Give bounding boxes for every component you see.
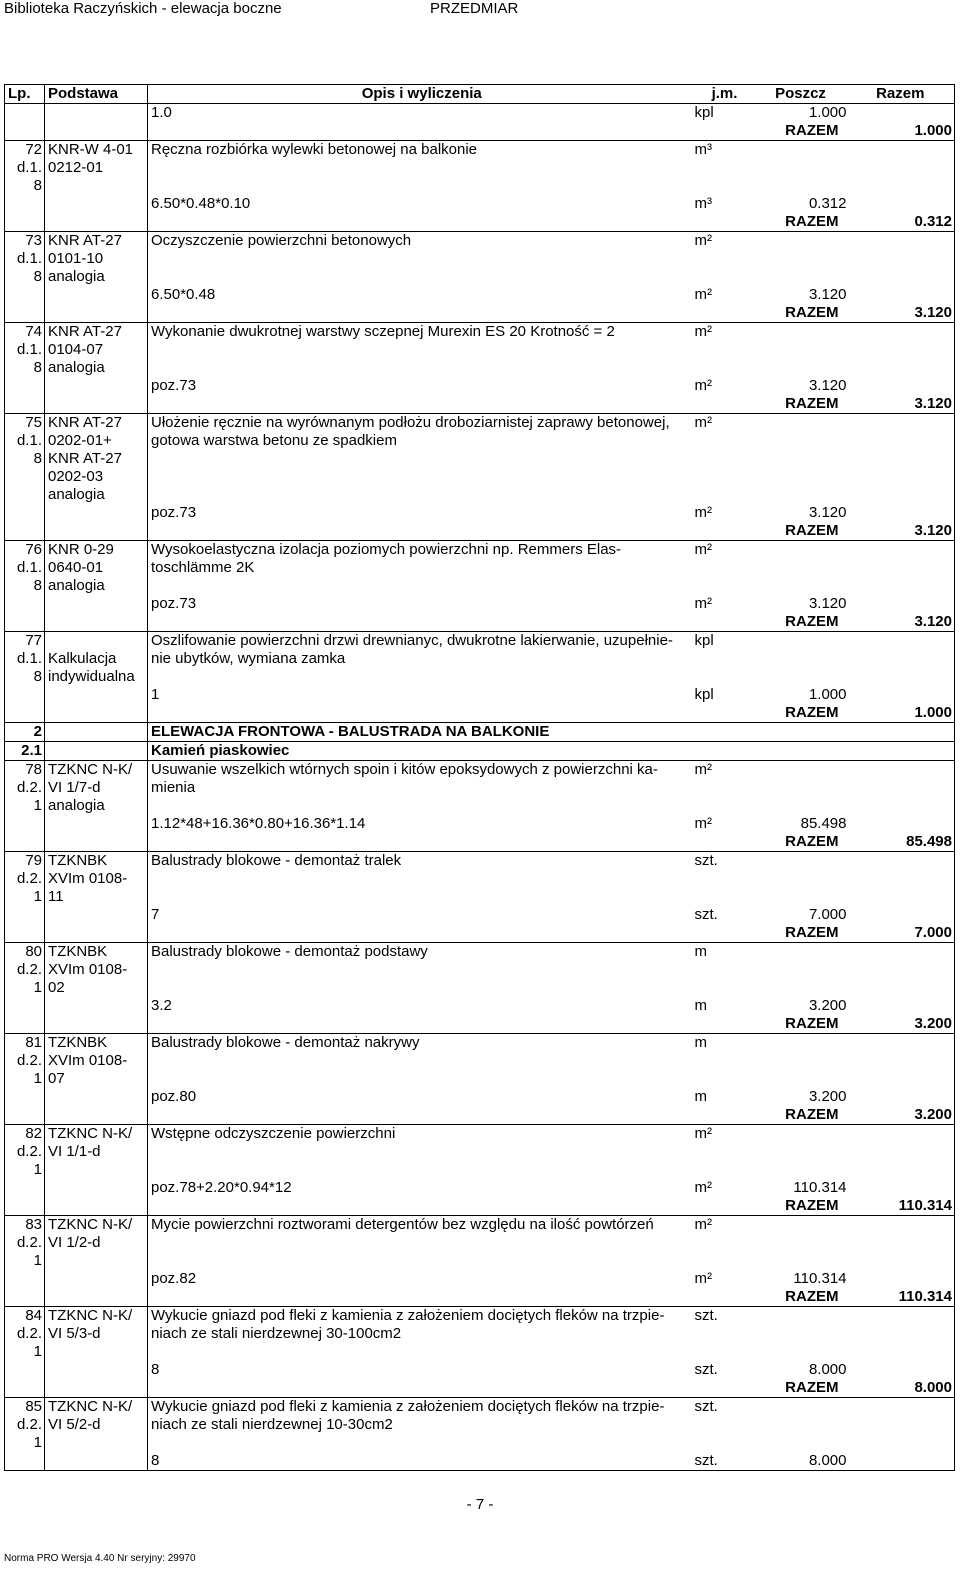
position-calc-row (5, 1088, 955, 1106)
position-row (5, 1034, 955, 1089)
position-podstawa (45, 1398, 148, 1453)
calc-value: 110.314 (793, 1179, 847, 1196)
calc-unit: m² (694, 377, 712, 394)
position-lp-line: 1 (33, 797, 42, 814)
position-calc-row (5, 595, 955, 613)
position-description: Oszlifowanie powierzchni drzwi drewnianyc, dwukrotne lakierwanie, uzupełnie-nie ubytków, wymiana zamka (148, 632, 693, 687)
calc-unit: szt. (693, 1452, 755, 1471)
razem-label: RAZEM (785, 924, 839, 941)
position-lp-line: 85 (25, 1398, 42, 1415)
section-header-num: 2 (5, 723, 45, 742)
position-unit: m² (693, 541, 755, 596)
position-unit: m³ (693, 141, 755, 196)
section-header (5, 723, 955, 742)
position-row (5, 414, 955, 505)
calc-value: 3.120 (808, 377, 847, 394)
position-podstawa-line: TZKNBK (48, 1034, 108, 1051)
position-razem-row (5, 1288, 955, 1307)
position-podstawa-line (48, 1434, 147, 1452)
position-lp (5, 232, 45, 287)
position-podstawa-line: KNR 0-29 (48, 541, 114, 558)
document-type: PRZEDMIAR (430, 0, 519, 17)
position-lp-line: d.1. (16, 341, 42, 358)
col-razem: Razem (849, 85, 955, 104)
calc-text: poz.82 (151, 1270, 197, 1287)
position-row (5, 943, 955, 998)
razem-value: 3.120 (849, 395, 955, 414)
position-row (5, 1216, 955, 1271)
position-podstawa-line: KNR AT-27 (48, 232, 122, 249)
position-unit: m² (693, 1216, 755, 1271)
position-row (5, 632, 955, 687)
razem-value: 1.000 (849, 122, 955, 141)
position-row (5, 761, 955, 816)
position-description: Wykucie gniazd pod fleki z kamienia z założeniem dociętych fleków na trzpie-niach ze stali nierdzewnej 10-30cm2 (148, 1398, 693, 1453)
calc-unit: m² (694, 1179, 712, 1196)
position-podstawa-line: analogia (48, 486, 105, 503)
position-lp-line: 8 (33, 450, 42, 467)
position-description: Wykonanie dwukrotnej warstwy sczepnej Murexin ES 20 Krotność = 2 (148, 323, 693, 378)
calc-text: poz.80 (151, 1088, 197, 1105)
razem-label: RAZEM (785, 704, 839, 721)
position-lp-line: 72 (25, 141, 42, 158)
calc-value: 8.000 (808, 1361, 847, 1378)
calc-unit: m² (694, 815, 712, 832)
position-row (5, 232, 955, 287)
position-lp-line: 1 (33, 1070, 42, 1087)
page-number: - 7 - (466, 1496, 494, 1513)
position-lp-line: 73 (25, 232, 42, 249)
position-podstawa-line: TZKNBK (48, 943, 108, 960)
position-podstawa (45, 943, 148, 998)
calc-unit: szt. (694, 906, 718, 923)
position-razem-row (5, 613, 955, 632)
position-podstawa (45, 761, 148, 816)
razem-label: RAZEM (785, 213, 839, 230)
position-razem-row (5, 304, 955, 323)
col-lp: Lp. (5, 85, 45, 104)
position-razem-row (5, 213, 955, 232)
calc-value: 7.000 (808, 906, 847, 923)
position-lp-line: 78 (25, 761, 42, 778)
position-lp-line: d.2. (16, 870, 42, 887)
razem-value: 0.312 (849, 213, 955, 232)
position-lp-line: d.2. (16, 961, 42, 978)
calc-text: poz.73 (151, 504, 197, 521)
position-description: Usuwanie wszelkich wtórnych spoin i kitów epoksydowych z powierzchni ka-mienia (148, 761, 693, 816)
position-row (5, 1398, 955, 1453)
col-podstawa: Podstawa (45, 85, 148, 104)
position-podstawa (45, 414, 148, 505)
document-title: Biblioteka Raczyńskich - elewacja boczne (4, 0, 282, 17)
position-lp-line: d.1. (16, 432, 42, 449)
position-lp-line: d.1. (16, 650, 42, 667)
position-lp (5, 632, 45, 687)
position-lp-line: d.2. (16, 1052, 42, 1069)
position-description: Wstępne odczyszczenie powierzchni (148, 1125, 693, 1180)
position-podstawa-line: indywidualna (48, 668, 135, 685)
position-description: Wysokoelastyczna izolacja poziomych powierzchni np. Remmers Elas-toschlämme 2K (148, 541, 693, 596)
position-calc-row (5, 906, 955, 924)
position-podstawa-line: TZKNC N-K/ (48, 1125, 133, 1142)
position-podstawa-line: VI 1/7-d (48, 779, 101, 796)
calc-unit: m² (694, 504, 712, 521)
table-header-row (5, 85, 955, 104)
position-unit: kpl (693, 632, 755, 687)
position-row (5, 852, 955, 907)
position-lp-line: 74 (25, 323, 42, 340)
position-podstawa-line: analogia (48, 797, 105, 814)
position-podstawa-line: XVIm 0108- (48, 1052, 128, 1069)
position-calc-row (5, 377, 955, 395)
razem-value: 1.000 (849, 704, 955, 723)
position-lp (5, 141, 45, 196)
position-unit: m² (693, 414, 755, 505)
position-description: Ułożenie ręcznie na wyrównanym podłożu droboziarnistej zaprawy betonowej, gotowa warstwa betonu ze spadkiem (148, 414, 693, 505)
calc-text: 7 (151, 906, 160, 923)
razem-label: RAZEM (785, 395, 839, 412)
position-unit: m (693, 1034, 755, 1089)
section-header-title: ELEWACJA FRONTOWA - BALUSTRADA NA BALKONIE (148, 723, 955, 742)
position-lp-line: 79 (25, 852, 42, 869)
position-description: Balustrady blokowe - demontaż nakrywy (148, 1034, 693, 1089)
position-row (5, 541, 955, 596)
position-lp-line: 83 (25, 1216, 42, 1233)
position-podstawa-line: TZKNC N-K/ (48, 1307, 133, 1324)
position-podstawa-line (48, 1161, 147, 1179)
position-podstawa-line: TZKNC N-K/ (48, 1398, 133, 1415)
razem-value: 110.314 (849, 1288, 955, 1307)
calc-text: 1.12*48+16.36*0.80+16.36*1.14 (151, 815, 366, 832)
col-opis: Opis i wyliczenia (148, 85, 693, 104)
position-unit: m (693, 943, 755, 998)
position-description: Balustrady blokowe - demontaż tralek (148, 852, 693, 907)
position-description: Balustrady blokowe - demontaż podstawy (148, 943, 693, 998)
calc-unit: m² (694, 286, 712, 303)
position-description: Oczyszczenie powierzchni betonowych (148, 232, 693, 287)
position-lp-line: 77 (25, 632, 42, 649)
position-unit: szt. (693, 1307, 755, 1362)
position-lp-line: 8 (33, 359, 42, 376)
position-podstawa-line: VI 1/2-d (48, 1234, 101, 1251)
position-podstawa-line: 0640-01 (48, 559, 104, 576)
position-calc-row (5, 1179, 955, 1197)
przedmiar-table (4, 84, 955, 1471)
calc-unit: kpl (694, 686, 714, 703)
position-lp (5, 761, 45, 816)
position-lp (5, 943, 45, 998)
position-razem-row (5, 395, 955, 414)
position-calc-row (5, 1361, 955, 1379)
razem-label: RAZEM (785, 1197, 839, 1214)
position-lp-line: 82 (25, 1125, 42, 1142)
calc-unit: m (694, 997, 707, 1014)
position-row (5, 1307, 955, 1362)
position-razem-row (5, 704, 955, 723)
position-podstawa-line: 11 (48, 888, 64, 905)
calc-unit: kpl (694, 104, 714, 121)
calc-unit: m² (694, 595, 712, 612)
position-lp (5, 1125, 45, 1180)
position-lp-line: 1 (33, 1434, 42, 1451)
position-podstawa-line: KNR AT-27 (48, 414, 122, 431)
razem-value: 110.314 (849, 1197, 955, 1216)
position-calc-row (5, 286, 955, 304)
position-lp-line: 1 (33, 1252, 42, 1269)
position-lp (5, 1034, 45, 1089)
razem-value: 3.200 (849, 1106, 955, 1125)
position-unit: m² (693, 323, 755, 378)
calc-unit: m³ (694, 195, 712, 212)
position-lp (5, 852, 45, 907)
position-lp-line: 8 (33, 268, 42, 285)
calc-value: 0.312 (808, 195, 847, 212)
razem-label: RAZEM (785, 304, 839, 321)
carry-calc-row (5, 104, 955, 123)
position-razem-row (5, 522, 955, 541)
position-podstawa-line: KNR AT-27 (48, 450, 122, 467)
position-row (5, 1125, 955, 1180)
position-lp (5, 1216, 45, 1271)
calc-unit: m² (694, 1270, 712, 1287)
calc-text: 8 (148, 1452, 693, 1471)
position-lp-line: 8 (33, 177, 42, 194)
position-lp (5, 323, 45, 378)
position-lp (5, 1398, 45, 1453)
calc-value: 110.314 (793, 1270, 847, 1287)
position-unit: szt. (693, 1398, 755, 1453)
calc-text: poz.73 (151, 595, 197, 612)
position-podstawa-line: KNR-W 4-01 (48, 141, 134, 158)
position-podstawa (45, 632, 148, 687)
position-lp (5, 541, 45, 596)
razem-label: RAZEM (785, 1015, 839, 1032)
position-row (5, 141, 955, 196)
calc-text: 3.2 (151, 997, 172, 1014)
position-unit: m² (693, 761, 755, 816)
position-lp-line: 1 (33, 1343, 42, 1360)
position-podstawa-line: TZKNC N-K/ (48, 761, 133, 778)
calc-value: 3.200 (808, 1088, 847, 1105)
razem-value: 8.000 (849, 1379, 955, 1398)
razem-label: RAZEM (785, 613, 839, 630)
position-lp-line: d.1. (16, 250, 42, 267)
razem-value: 85.498 (849, 833, 955, 852)
position-description: Ręczna rozbiórka wylewki betonowej na balkonie (148, 141, 693, 196)
position-podstawa-line: 0202-03 (48, 468, 104, 485)
razem-value: 3.120 (849, 304, 955, 323)
position-razem-row (5, 924, 955, 943)
position-calc-row (5, 504, 955, 522)
position-lp-line: 80 (25, 943, 42, 960)
position-lp-line: 1 (33, 1161, 42, 1178)
position-podstawa-line: analogia (48, 268, 105, 285)
position-lp-line: d.2. (16, 1325, 42, 1342)
position-podstawa (45, 141, 148, 196)
position-podstawa-line: 0101-10 (48, 250, 104, 267)
position-podstawa-line: analogia (48, 577, 105, 594)
position-lp-line: 1 (33, 979, 42, 996)
subsection-header (5, 742, 955, 761)
position-podstawa (45, 1307, 148, 1362)
position-lp-line: d.2. (16, 1416, 42, 1433)
calc-text: 6.50*0.48 (151, 286, 216, 303)
calc-value: 3.200 (808, 997, 847, 1014)
position-podstawa-line: XVIm 0108- (48, 961, 128, 978)
position-calc-row (5, 997, 955, 1015)
razem-label: RAZEM (785, 1106, 839, 1123)
position-lp-line: d.2. (16, 1143, 42, 1160)
position-lp-line: d.2. (16, 1234, 42, 1251)
position-podstawa (45, 323, 148, 378)
position-description: Mycie powierzchni roztworami detergentów bez względu na ilość powtórzeń (148, 1216, 693, 1271)
position-lp-line: 8 (33, 668, 42, 685)
razem-label: RAZEM (785, 522, 839, 539)
position-lp-line: d.1. (16, 159, 42, 176)
position-podstawa (45, 1125, 148, 1180)
calc-unit: szt. (694, 1361, 718, 1378)
position-podstawa-line (48, 1252, 147, 1270)
position-razem-row (5, 1015, 955, 1034)
position-podstawa-line: 0104-07 (48, 341, 104, 358)
position-calc-row (5, 195, 955, 213)
razem-label: RAZEM (785, 1288, 839, 1305)
position-podstawa (45, 541, 148, 596)
calc-value: 1.000 (808, 686, 847, 703)
position-lp-line: d.2. (16, 779, 42, 796)
position-podstawa-line: TZKNBK (48, 852, 108, 869)
position-podstawa (45, 1034, 148, 1089)
carry-razem-row (5, 122, 955, 141)
position-podstawa-line (48, 632, 147, 650)
position-podstawa (45, 852, 148, 907)
razem-value: 3.120 (849, 613, 955, 632)
calc-unit: m (694, 1088, 707, 1105)
position-calc-row (5, 1452, 955, 1471)
position-lp (5, 1307, 45, 1362)
calc-text: 1 (151, 686, 160, 703)
calc-value: 1.000 (808, 104, 847, 121)
position-description: Wykucie gniazd pod fleki z kamienia z założeniem dociętych fleków na trzpie-niach ze stali nierdzewnej 30-100cm2 (148, 1307, 693, 1362)
position-lp-line: 8 (33, 577, 42, 594)
position-lp-line: 75 (25, 414, 42, 431)
position-calc-row (5, 1270, 955, 1288)
calc-value: 8.000 (755, 1452, 849, 1471)
position-razem-row (5, 1197, 955, 1216)
position-lp-line: 76 (25, 541, 42, 558)
calc-value: 3.120 (808, 595, 847, 612)
calc-value: 85.498 (800, 815, 847, 832)
position-unit: m² (693, 232, 755, 287)
calc-text: 6.50*0.48*0.10 (151, 195, 251, 212)
position-podstawa-line: VI 5/2-d (48, 1416, 101, 1433)
razem-value: 7.000 (849, 924, 955, 943)
razem-label: RAZEM (785, 833, 839, 850)
position-podstawa-line: VI 1/1-d (48, 1143, 101, 1160)
calc-text: 8 (151, 1361, 160, 1378)
position-razem-row (5, 1379, 955, 1398)
position-podstawa-line: analogia (48, 359, 105, 376)
position-razem-row (5, 1106, 955, 1125)
calc-value: 3.120 (808, 286, 847, 303)
position-podstawa-line: 07 (48, 1070, 65, 1087)
position-lp-line: 81 (25, 1034, 42, 1051)
razem-value: 3.120 (849, 522, 955, 541)
position-lp (5, 414, 45, 505)
position-lp-line: d.1. (16, 559, 42, 576)
col-jm: j.m. (693, 85, 755, 104)
position-calc-row (5, 815, 955, 833)
subsection-header-num: 2.1 (5, 742, 45, 761)
calc-text: poz.78+2.20*0.94*12 (151, 1179, 292, 1196)
position-lp-line: 1 (33, 888, 42, 905)
position-podstawa-line: KNR AT-27 (48, 323, 122, 340)
position-calc-row (5, 686, 955, 704)
position-razem-row (5, 833, 955, 852)
subsection-header-title: Kamień piaskowiec (148, 742, 955, 761)
position-lp-line: 84 (25, 1307, 42, 1324)
col-poszcz: Poszcz (755, 85, 849, 104)
calc-text: 1.0 (151, 104, 172, 121)
razem-label: RAZEM (785, 1379, 839, 1396)
position-podstawa-line: 0202-01+ (48, 432, 112, 449)
position-podstawa-line: XVIm 0108- (48, 870, 128, 887)
position-row (5, 323, 955, 378)
position-podstawa-line: 0212-01 (48, 159, 104, 176)
calc-value: 3.120 (808, 504, 847, 521)
position-podstawa-line: Kalkulacja (48, 650, 117, 667)
position-podstawa-line: VI 5/3-d (48, 1325, 101, 1342)
calc-text: poz.73 (151, 377, 197, 394)
position-podstawa (45, 232, 148, 287)
position-unit: m² (693, 1125, 755, 1180)
position-podstawa-line: 02 (48, 979, 65, 996)
position-podstawa-line: TZKNC N-K/ (48, 1216, 133, 1233)
razem-value: 3.200 (849, 1015, 955, 1034)
footer-software: Norma PRO Wersja 4.40 Nr seryjny: 29970 (4, 1553, 196, 1564)
position-unit: szt. (693, 852, 755, 907)
razem-label: RAZEM (785, 122, 839, 139)
position-podstawa (45, 1216, 148, 1271)
position-podstawa-line (48, 1343, 147, 1361)
